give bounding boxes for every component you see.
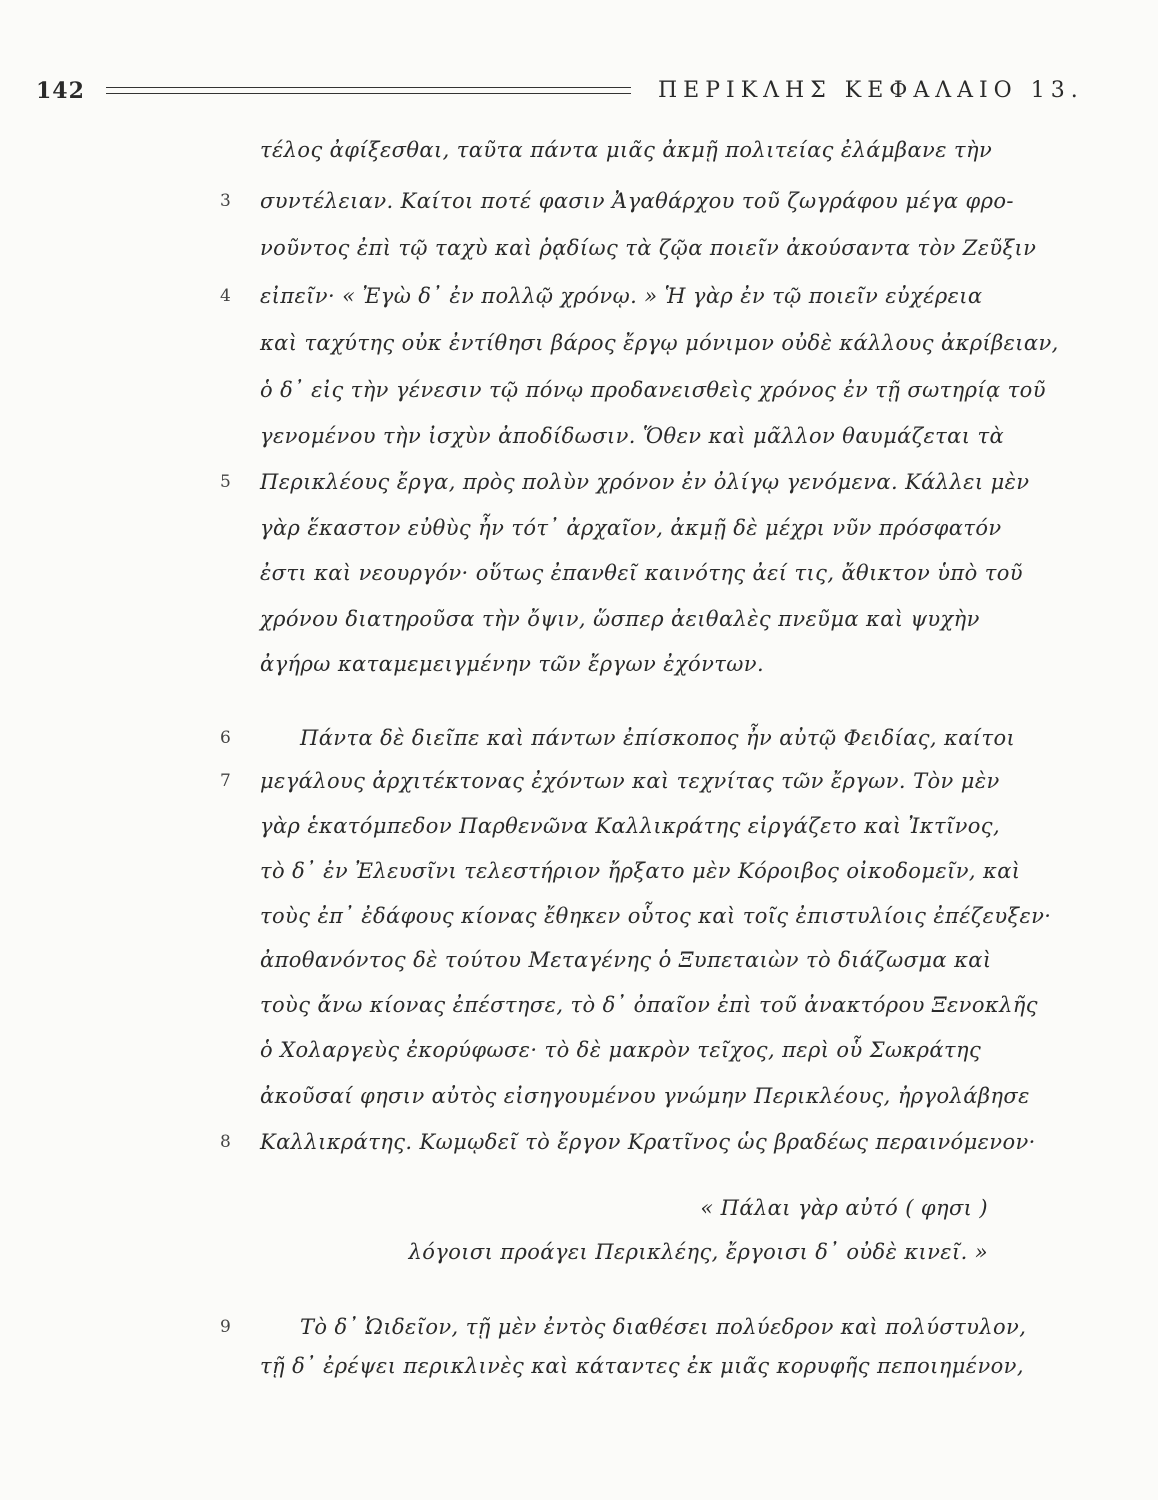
text-line: ἀκοῦσαί φησιν αὐτὸς εἰσηγουμένου γνώμην Περικλέους, ἠργολάβησε bbox=[260, 1084, 1030, 1108]
text-line: τοὺς ἄνω κίονας ἐπέστησε, τὸ δ᾽ ὀπαῖον ἐπὶ τοῦ ἀνακτόρου Ξενοκλῆς bbox=[260, 993, 1038, 1017]
text-line: τοὺς ἐπ᾽ ἐδάφους κίονας ἔθηκεν οὗτος καὶ τοῖς ἐπιστυλίοις ἐπέζευξεν· bbox=[260, 904, 1052, 928]
text-line: ὁ Χολαργεὺς ἐκορύφωσε· τὸ δὲ μακρὸν τεῖχος, περὶ οὗ Σωκράτης bbox=[260, 1038, 982, 1062]
section-marker: 5 bbox=[220, 472, 231, 492]
header-rule-bottom bbox=[106, 93, 631, 94]
header-rule-top bbox=[106, 87, 631, 88]
text-line: Περικλέους ἔργα, πρὸς πολὺν χρόνον ἐν ὀλίγῳ γενόμενα. Κάλλει μὲν bbox=[260, 470, 1030, 494]
section-marker: 6 bbox=[220, 728, 231, 748]
text-line: ὁ δ᾽ εἰς τὴν γένεσιν τῷ πόνῳ προδανεισθεὶς χρόνος ἐν τῇ σωτηρίᾳ τοῦ bbox=[260, 378, 1046, 402]
text-line: ἀγήρω καταμεμειγμένην τῶν ἔργων ἐχόντων. bbox=[260, 652, 765, 676]
running-title: ΠΕΡΙΚΛΗΣ ΚΕΦΑΛΑΙΟ 13. bbox=[658, 78, 1084, 103]
text-line: Πάντα δὲ διεῖπε καὶ πάντων ἐπίσκοπος ἦν αὐτῷ Φειδίας, καίτοι bbox=[300, 726, 1016, 750]
text-line: εἰπεῖν· « Ἐγὼ δ᾽ ἐν πολλῷ χρόνῳ. » Ἡ γὰρ ἐν τῷ ποιεῖν εὐχέρεια bbox=[260, 284, 983, 308]
text-line: νοῦντος ἐπὶ τῷ ταχὺ καὶ ῥᾳδίως τὰ ζῷα ποιεῖν ἀκούσαντα τὸν Ζεῦξιν bbox=[260, 236, 1037, 260]
text-line: Καλλικράτης. Κωμῳδεῖ τὸ ἔργον Κρατῖνος ὡς βραδέως περαινόμενον· bbox=[260, 1130, 1036, 1154]
text-line: ἐστι καὶ νεουργόν· οὕτως ἐπανθεῖ καινότης ἀεί τις, ἄθικτον ὑπὸ τοῦ bbox=[260, 561, 1023, 585]
text-line: ἀποθανόντος δὲ τούτου Μεταγένης ὁ Ξυπεταιὼν τὸ διάζωσμα καὶ bbox=[260, 948, 992, 972]
text-line: τὸ δ᾽ ἐν Ἐλευσῖνι τελεστήριον ἤρξατο μὲν Κόροιβος οἰκοδομεῖν, καὶ bbox=[260, 859, 1021, 883]
page-number: 142 bbox=[36, 78, 85, 104]
section-marker: 9 bbox=[220, 1317, 231, 1337]
text-line: γὰρ ἑκατόμπεδον Παρθενῶνα Καλλικράτης εἰργάζετο καὶ Ἰκτῖνος, bbox=[260, 814, 1001, 838]
section-marker: 7 bbox=[220, 771, 231, 791]
text-line: συντέλειαν. Καίτοι ποτέ φασιν Ἀγαθάρχου τοῦ ζωγράφου μέγα φρο- bbox=[260, 189, 1014, 213]
text-line: τῇ δ᾽ ἐρέψει περικλινὲς καὶ κάταντες ἐκ μιᾶς κορυφῆς πεποιημένον, bbox=[260, 1354, 1024, 1378]
text-line: Τὸ δ᾽ Ὠιδεῖον, τῇ μὲν ἐντὸς διαθέσει πολύεδρον καὶ πολύστυλον, bbox=[300, 1315, 1027, 1339]
verse-line: λόγοισι προάγει Περικλέης, ἔργοισι δ᾽ οὐδὲ κινεῖ. » bbox=[408, 1240, 988, 1264]
text-line: μεγάλους ἀρχιτέκτονας ἐχόντων καὶ τεχνίτας τῶν ἔργων. Τὸν μὲν bbox=[260, 769, 1000, 793]
section-marker: 8 bbox=[220, 1132, 231, 1152]
section-marker: 4 bbox=[220, 286, 231, 306]
text-line: καὶ ταχύτης οὐκ ἐντίθησι βάρος ἔργῳ μόνιμον οὐδὲ κάλλους ἀκρίβειαν, bbox=[260, 331, 1059, 355]
text-line: γενομένου τὴν ἰσχὺν ἀποδίδωσιν. Ὅθεν καὶ μᾶλλον θαυμάζεται τὰ bbox=[260, 424, 1005, 448]
verse-line: « Πάλαι γὰρ αὐτό ( φησι ) bbox=[700, 1196, 988, 1220]
text-line: χρόνου διατηροῦσα τὴν ὄψιν, ὥσπερ ἀειθαλὲς πνεῦμα καὶ ψυχὴν bbox=[260, 607, 980, 631]
text-line: τέλος ἀφίξεσθαι, ταῦτα πάντα μιᾶς ἀκμῇ πολιτείας ἐλάμβανε τὴν bbox=[260, 138, 993, 162]
text-line: γὰρ ἕκαστον εὐθὺς ἦν τότ᾽ ἀρχαῖον, ἀκμῇ δὲ μέχρι νῦν πρόσφατόν bbox=[260, 516, 1002, 540]
section-marker: 3 bbox=[220, 191, 231, 211]
running-header bbox=[36, 78, 1086, 114]
